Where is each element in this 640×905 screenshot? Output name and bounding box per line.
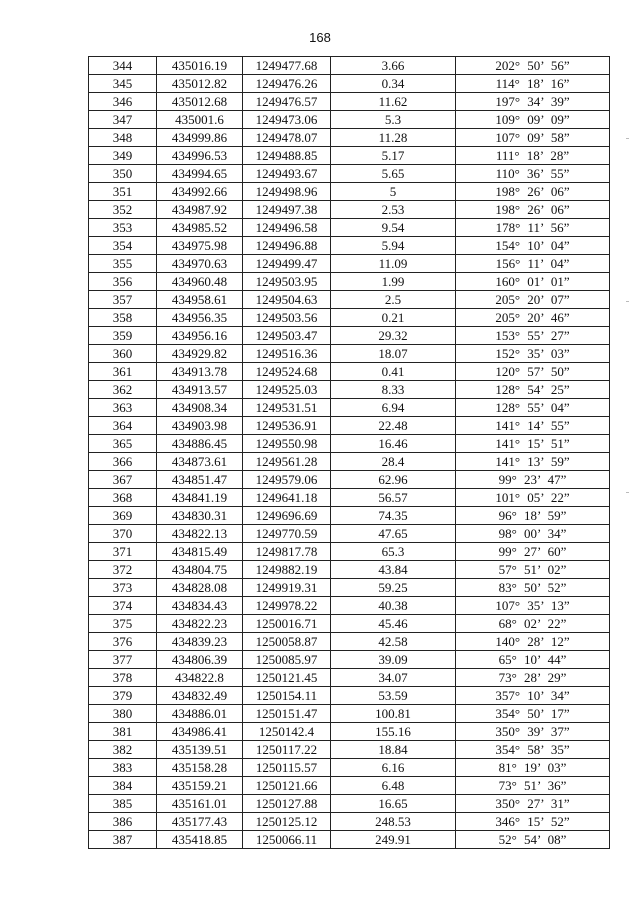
point-number-cell: 366 <box>89 453 157 471</box>
distance-cell: 16.46 <box>331 435 456 453</box>
x-coordinate-cell: 434903.98 <box>157 417 243 435</box>
bearing-cell: 140° 28’ 12” <box>456 633 610 651</box>
bearing-cell: 98° 00’ 34” <box>456 525 610 543</box>
point-number-cell: 346 <box>89 93 157 111</box>
y-coordinate-cell: 1249531.51 <box>243 399 331 417</box>
x-coordinate-cell: 434908.34 <box>157 399 243 417</box>
bearing-cell: 205° 20’ 46” <box>456 309 610 327</box>
distance-cell: 0.34 <box>331 75 456 93</box>
point-number-cell: 345 <box>89 75 157 93</box>
x-coordinate-cell: 435012.82 <box>157 75 243 93</box>
scan-edge-mark <box>626 492 629 493</box>
table-row <box>89 795 610 813</box>
x-coordinate-cell: 434996.53 <box>157 147 243 165</box>
bearing-cell: 101° 05’ 22” <box>456 489 610 507</box>
y-coordinate-cell: 1250151.47 <box>243 705 331 723</box>
point-number-cell: 353 <box>89 219 157 237</box>
distance-cell: 43.84 <box>331 561 456 579</box>
table-row <box>89 399 610 417</box>
bearing-cell: 154° 10’ 04” <box>456 237 610 255</box>
bearing-cell: 354° 50’ 17” <box>456 705 610 723</box>
bearing-cell: 128° 54’ 25” <box>456 381 610 399</box>
bearing-cell: 346° 15’ 52” <box>456 813 610 831</box>
x-coordinate-cell: 434956.35 <box>157 309 243 327</box>
point-number-cell: 368 <box>89 489 157 507</box>
x-coordinate-cell: 434804.75 <box>157 561 243 579</box>
distance-cell: 1.99 <box>331 273 456 291</box>
table-row <box>89 147 610 165</box>
table-row <box>89 75 610 93</box>
distance-cell: 2.53 <box>331 201 456 219</box>
x-coordinate-cell: 435161.01 <box>157 795 243 813</box>
y-coordinate-cell: 1249476.26 <box>243 75 331 93</box>
distance-cell: 3.66 <box>331 57 456 75</box>
y-coordinate-cell: 1249919.31 <box>243 579 331 597</box>
y-coordinate-cell: 1249503.56 <box>243 309 331 327</box>
x-coordinate-cell: 434822.8 <box>157 669 243 687</box>
point-number-cell: 367 <box>89 471 157 489</box>
x-coordinate-cell: 434994.65 <box>157 165 243 183</box>
y-coordinate-cell: 1249496.88 <box>243 237 331 255</box>
table-row <box>89 651 610 669</box>
y-coordinate-cell: 1249882.19 <box>243 561 331 579</box>
distance-cell: 11.09 <box>331 255 456 273</box>
point-number-cell: 352 <box>89 201 157 219</box>
table-row <box>89 471 610 489</box>
bearing-cell: 109° 09’ 09” <box>456 111 610 129</box>
point-number-cell: 386 <box>89 813 157 831</box>
distance-cell: 29.32 <box>331 327 456 345</box>
table-row <box>89 417 610 435</box>
point-number-cell: 347 <box>89 111 157 129</box>
bearing-cell: 152° 35’ 03” <box>456 345 610 363</box>
bearing-cell: 141° 14’ 55” <box>456 417 610 435</box>
bearing-cell: 156° 11’ 04” <box>456 255 610 273</box>
point-number-cell: 363 <box>89 399 157 417</box>
table-row <box>89 777 610 795</box>
point-number-cell: 344 <box>89 57 157 75</box>
x-coordinate-cell: 435158.28 <box>157 759 243 777</box>
bearing-cell: 107° 35’ 13” <box>456 597 610 615</box>
bearing-cell: 83° 50’ 52” <box>456 579 610 597</box>
distance-cell: 45.46 <box>331 615 456 633</box>
x-coordinate-cell: 435016.19 <box>157 57 243 75</box>
y-coordinate-cell: 1250121.45 <box>243 669 331 687</box>
distance-cell: 62.96 <box>331 471 456 489</box>
table-row <box>89 435 610 453</box>
table-row <box>89 57 610 75</box>
table-body <box>89 57 610 849</box>
distance-cell: 47.65 <box>331 525 456 543</box>
distance-cell: 34.07 <box>331 669 456 687</box>
x-coordinate-cell: 434992.66 <box>157 183 243 201</box>
bearing-cell: 141° 13’ 59” <box>456 453 610 471</box>
bearing-cell: 197° 34’ 39” <box>456 93 610 111</box>
y-coordinate-cell: 1249493.67 <box>243 165 331 183</box>
table-row <box>89 381 610 399</box>
distance-cell: 249.91 <box>331 831 456 849</box>
x-coordinate-cell: 434960.48 <box>157 273 243 291</box>
x-coordinate-cell: 434929.82 <box>157 345 243 363</box>
distance-cell: 5.94 <box>331 237 456 255</box>
x-coordinate-cell: 434841.19 <box>157 489 243 507</box>
scan-edge-mark <box>626 138 629 139</box>
y-coordinate-cell: 1249488.85 <box>243 147 331 165</box>
bearing-cell: 153° 55’ 27” <box>456 327 610 345</box>
point-number-cell: 361 <box>89 363 157 381</box>
x-coordinate-cell: 434913.57 <box>157 381 243 399</box>
point-number-cell: 384 <box>89 777 157 795</box>
distance-cell: 6.94 <box>331 399 456 417</box>
bearing-cell: 120° 57’ 50” <box>456 363 610 381</box>
table-row <box>89 345 610 363</box>
y-coordinate-cell: 1250121.66 <box>243 777 331 795</box>
point-number-cell: 350 <box>89 165 157 183</box>
bearing-cell: 202° 50’ 56” <box>456 57 610 75</box>
point-number-cell: 374 <box>89 597 157 615</box>
point-number-cell: 354 <box>89 237 157 255</box>
bearing-cell: 73° 28’ 29” <box>456 669 610 687</box>
distance-cell: 5.65 <box>331 165 456 183</box>
x-coordinate-cell: 435012.68 <box>157 93 243 111</box>
x-coordinate-cell: 434975.98 <box>157 237 243 255</box>
y-coordinate-cell: 1250125.12 <box>243 813 331 831</box>
point-number-cell: 358 <box>89 309 157 327</box>
y-coordinate-cell: 1250154.11 <box>243 687 331 705</box>
table-row <box>89 129 610 147</box>
distance-cell: 5.17 <box>331 147 456 165</box>
table-row <box>89 687 610 705</box>
distance-cell: 18.07 <box>331 345 456 363</box>
y-coordinate-cell: 1249498.96 <box>243 183 331 201</box>
table-row <box>89 453 610 471</box>
x-coordinate-cell: 434886.45 <box>157 435 243 453</box>
y-coordinate-cell: 1250142.4 <box>243 723 331 741</box>
table-row <box>89 597 610 615</box>
table-row <box>89 759 610 777</box>
x-coordinate-cell: 434822.13 <box>157 525 243 543</box>
y-coordinate-cell: 1249770.59 <box>243 525 331 543</box>
y-coordinate-cell: 1249641.18 <box>243 489 331 507</box>
point-number-cell: 360 <box>89 345 157 363</box>
table-row <box>89 291 610 309</box>
y-coordinate-cell: 1249817.78 <box>243 543 331 561</box>
table-row <box>89 615 610 633</box>
bearing-cell: 96° 18’ 59” <box>456 507 610 525</box>
x-coordinate-cell: 435159.21 <box>157 777 243 795</box>
x-coordinate-cell: 434913.78 <box>157 363 243 381</box>
point-number-cell: 379 <box>89 687 157 705</box>
point-number-cell: 364 <box>89 417 157 435</box>
x-coordinate-cell: 434806.39 <box>157 651 243 669</box>
bearing-cell: 99° 23’ 47” <box>456 471 610 489</box>
page-number: 168 <box>309 30 331 45</box>
x-coordinate-cell: 434828.08 <box>157 579 243 597</box>
point-number-cell: 387 <box>89 831 157 849</box>
table-row <box>89 183 610 201</box>
table-row <box>89 309 610 327</box>
bearing-cell: 52° 54’ 08” <box>456 831 610 849</box>
x-coordinate-cell: 434958.61 <box>157 291 243 309</box>
point-number-cell: 357 <box>89 291 157 309</box>
bearing-cell: 73° 51’ 36” <box>456 777 610 795</box>
distance-cell: 40.38 <box>331 597 456 615</box>
point-number-cell: 371 <box>89 543 157 561</box>
point-number-cell: 376 <box>89 633 157 651</box>
table-row <box>89 363 610 381</box>
x-coordinate-cell: 434886.01 <box>157 705 243 723</box>
y-coordinate-cell: 1250016.71 <box>243 615 331 633</box>
y-coordinate-cell: 1250115.57 <box>243 759 331 777</box>
x-coordinate-cell: 434815.49 <box>157 543 243 561</box>
distance-cell: 42.58 <box>331 633 456 651</box>
coordinates-table <box>88 56 610 849</box>
x-coordinate-cell: 434999.86 <box>157 129 243 147</box>
y-coordinate-cell: 1250127.88 <box>243 795 331 813</box>
x-coordinate-cell: 434839.23 <box>157 633 243 651</box>
distance-cell: 6.16 <box>331 759 456 777</box>
bearing-cell: 128° 55’ 04” <box>456 399 610 417</box>
table-row <box>89 255 610 273</box>
point-number-cell: 385 <box>89 795 157 813</box>
distance-cell: 11.28 <box>331 129 456 147</box>
point-number-cell: 349 <box>89 147 157 165</box>
distance-cell: 248.53 <box>331 813 456 831</box>
x-coordinate-cell: 434851.47 <box>157 471 243 489</box>
point-number-cell: 348 <box>89 129 157 147</box>
y-coordinate-cell: 1249478.07 <box>243 129 331 147</box>
distance-cell: 39.09 <box>331 651 456 669</box>
y-coordinate-cell: 1249503.47 <box>243 327 331 345</box>
table-row <box>89 633 610 651</box>
bearing-cell: 99° 27’ 60” <box>456 543 610 561</box>
table-row <box>89 489 610 507</box>
point-number-cell: 383 <box>89 759 157 777</box>
distance-cell: 8.33 <box>331 381 456 399</box>
point-number-cell: 378 <box>89 669 157 687</box>
y-coordinate-cell: 1249550.98 <box>243 435 331 453</box>
y-coordinate-cell: 1249476.57 <box>243 93 331 111</box>
y-coordinate-cell: 1249516.36 <box>243 345 331 363</box>
y-coordinate-cell: 1249496.58 <box>243 219 331 237</box>
x-coordinate-cell: 434834.43 <box>157 597 243 615</box>
bearing-cell: 178° 11’ 56” <box>456 219 610 237</box>
point-number-cell: 373 <box>89 579 157 597</box>
y-coordinate-cell: 1249473.06 <box>243 111 331 129</box>
x-coordinate-cell: 434830.31 <box>157 507 243 525</box>
point-number-cell: 355 <box>89 255 157 273</box>
point-number-cell: 351 <box>89 183 157 201</box>
y-coordinate-cell: 1249503.95 <box>243 273 331 291</box>
x-coordinate-cell: 434986.41 <box>157 723 243 741</box>
table-row <box>89 669 610 687</box>
point-number-cell: 375 <box>89 615 157 633</box>
table-row <box>89 93 610 111</box>
table-row <box>89 327 610 345</box>
bearing-cell: 357° 10’ 34” <box>456 687 610 705</box>
table-row <box>89 201 610 219</box>
table-row <box>89 507 610 525</box>
x-coordinate-cell: 434822.23 <box>157 615 243 633</box>
bearing-cell: 141° 15’ 51” <box>456 435 610 453</box>
distance-cell: 100.81 <box>331 705 456 723</box>
table-row <box>89 561 610 579</box>
distance-cell: 56.57 <box>331 489 456 507</box>
point-number-cell: 382 <box>89 741 157 759</box>
table-row <box>89 813 610 831</box>
y-coordinate-cell: 1249525.03 <box>243 381 331 399</box>
point-number-cell: 372 <box>89 561 157 579</box>
table-row <box>89 579 610 597</box>
y-coordinate-cell: 1249561.28 <box>243 453 331 471</box>
bearing-cell: 110° 36’ 55” <box>456 165 610 183</box>
x-coordinate-cell: 435418.85 <box>157 831 243 849</box>
y-coordinate-cell: 1249579.06 <box>243 471 331 489</box>
y-coordinate-cell: 1249497.38 <box>243 201 331 219</box>
bearing-cell: 57° 51’ 02” <box>456 561 610 579</box>
x-coordinate-cell: 434987.92 <box>157 201 243 219</box>
bearing-cell: 198° 26’ 06” <box>456 183 610 201</box>
distance-cell: 53.59 <box>331 687 456 705</box>
bearing-cell: 111° 18’ 28” <box>456 147 610 165</box>
distance-cell: 18.84 <box>331 741 456 759</box>
point-number-cell: 377 <box>89 651 157 669</box>
y-coordinate-cell: 1249477.68 <box>243 57 331 75</box>
y-coordinate-cell: 1250085.97 <box>243 651 331 669</box>
distance-cell: 11.62 <box>331 93 456 111</box>
distance-cell: 5.3 <box>331 111 456 129</box>
y-coordinate-cell: 1249499.47 <box>243 255 331 273</box>
y-coordinate-cell: 1250117.22 <box>243 741 331 759</box>
bearing-cell: 65° 10’ 44” <box>456 651 610 669</box>
point-number-cell: 359 <box>89 327 157 345</box>
x-coordinate-cell: 434956.16 <box>157 327 243 345</box>
distance-cell: 5 <box>331 183 456 201</box>
bearing-cell: 350° 27’ 31” <box>456 795 610 813</box>
table-row <box>89 741 610 759</box>
x-coordinate-cell: 434873.61 <box>157 453 243 471</box>
y-coordinate-cell: 1249524.68 <box>243 363 331 381</box>
table-row <box>89 111 610 129</box>
bearing-cell: 354° 58’ 35” <box>456 741 610 759</box>
point-number-cell: 380 <box>89 705 157 723</box>
bearing-cell: 205° 20’ 07” <box>456 291 610 309</box>
point-number-cell: 381 <box>89 723 157 741</box>
distance-cell: 155.16 <box>331 723 456 741</box>
table-row <box>89 525 610 543</box>
distance-cell: 0.41 <box>331 363 456 381</box>
table-row <box>89 219 610 237</box>
x-coordinate-cell: 435177.43 <box>157 813 243 831</box>
bearing-cell: 68° 02’ 22” <box>456 615 610 633</box>
y-coordinate-cell: 1249696.69 <box>243 507 331 525</box>
distance-cell: 2.5 <box>331 291 456 309</box>
x-coordinate-cell: 434970.63 <box>157 255 243 273</box>
table-row <box>89 705 610 723</box>
y-coordinate-cell: 1250058.87 <box>243 633 331 651</box>
point-number-cell: 370 <box>89 525 157 543</box>
x-coordinate-cell: 434832.49 <box>157 687 243 705</box>
table-row <box>89 723 610 741</box>
bearing-cell: 107° 09’ 58” <box>456 129 610 147</box>
bearing-cell: 350° 39’ 37” <box>456 723 610 741</box>
point-number-cell: 365 <box>89 435 157 453</box>
distance-cell: 16.65 <box>331 795 456 813</box>
bearing-cell: 160° 01’ 01” <box>456 273 610 291</box>
table-row <box>89 237 610 255</box>
y-coordinate-cell: 1249978.22 <box>243 597 331 615</box>
x-coordinate-cell: 435001.6 <box>157 111 243 129</box>
point-number-cell: 356 <box>89 273 157 291</box>
x-coordinate-cell: 435139.51 <box>157 741 243 759</box>
distance-cell: 22.48 <box>331 417 456 435</box>
scan-edge-mark <box>626 301 629 302</box>
table-row <box>89 831 610 849</box>
x-coordinate-cell: 434985.52 <box>157 219 243 237</box>
distance-cell: 59.25 <box>331 579 456 597</box>
distance-cell: 9.54 <box>331 219 456 237</box>
distance-cell: 0.21 <box>331 309 456 327</box>
y-coordinate-cell: 1249536.91 <box>243 417 331 435</box>
point-number-cell: 369 <box>89 507 157 525</box>
table-row <box>89 273 610 291</box>
distance-cell: 28.4 <box>331 453 456 471</box>
table-row <box>89 165 610 183</box>
bearing-cell: 81° 19’ 03” <box>456 759 610 777</box>
distance-cell: 6.48 <box>331 777 456 795</box>
bearing-cell: 198° 26’ 06” <box>456 201 610 219</box>
distance-cell: 74.35 <box>331 507 456 525</box>
table-row <box>89 543 610 561</box>
y-coordinate-cell: 1250066.11 <box>243 831 331 849</box>
bearing-cell: 114° 18’ 16” <box>456 75 610 93</box>
distance-cell: 65.3 <box>331 543 456 561</box>
y-coordinate-cell: 1249504.63 <box>243 291 331 309</box>
point-number-cell: 362 <box>89 381 157 399</box>
